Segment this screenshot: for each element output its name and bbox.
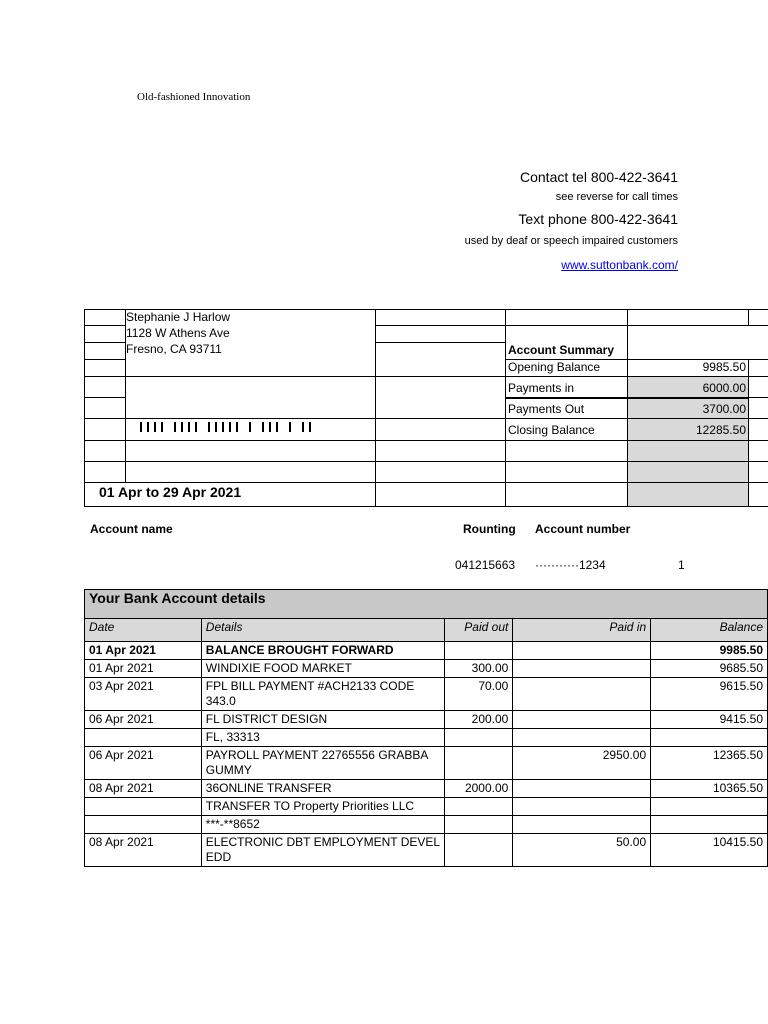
col-header-details: Details xyxy=(201,619,445,642)
grid-cell xyxy=(375,342,506,377)
cell-details: PAYROLL PAYMENT 22765556 GRABBA GUMMY xyxy=(201,747,445,780)
contact-tel: Contact tel 800-422-3641 xyxy=(520,169,678,185)
grid-cell xyxy=(125,461,376,483)
cell-paid-in xyxy=(513,660,651,678)
table-row xyxy=(85,642,768,660)
cell-details: FL DISTRICT DESIGN xyxy=(201,711,445,729)
cell-paid-in: 2950.00 xyxy=(513,747,651,780)
grid-cell xyxy=(505,461,628,483)
grid-cell xyxy=(375,461,506,483)
grid-cell xyxy=(748,359,768,377)
cell-paid-out xyxy=(445,747,513,780)
cell-paid-out xyxy=(445,642,513,660)
grid-cell xyxy=(375,418,506,441)
grid-cell xyxy=(375,376,506,419)
grid-cell xyxy=(125,376,376,419)
grid-cell xyxy=(748,309,768,326)
cell-date xyxy=(85,816,202,834)
table-row xyxy=(85,729,768,747)
cell-details: FL, 33313 xyxy=(201,729,445,747)
text-phone: Text phone 800-422-3641 xyxy=(518,211,678,227)
cell-balance: 9415.50 xyxy=(651,711,768,729)
cell-date xyxy=(85,729,202,747)
grid-cell xyxy=(84,325,126,343)
grid-cell xyxy=(627,440,749,462)
sheet-number: 1 xyxy=(678,558,685,572)
grid-cell xyxy=(84,309,126,326)
bank-tagline: Old-fashioned Innovation xyxy=(137,91,251,103)
statement-period: 01 Apr to 29 Apr 2021 xyxy=(99,484,242,500)
cell-balance xyxy=(651,729,768,747)
table-row xyxy=(85,747,768,780)
grid-cell xyxy=(84,418,126,441)
cell-date: 01 Apr 2021 xyxy=(85,660,202,678)
cell-paid-in xyxy=(513,678,651,711)
col-header-balance: Balance xyxy=(651,619,768,642)
account-number: ···········1234 xyxy=(535,558,606,572)
cell-paid-out xyxy=(445,729,513,747)
cell-date: 01 Apr 2021 xyxy=(85,642,202,660)
grid-cell xyxy=(748,397,768,419)
cell-paid-out: 70.00 xyxy=(445,678,513,711)
cell-details: TRANSFER TO Property Priorities LLC xyxy=(201,798,445,816)
cell-paid-out: 200.00 xyxy=(445,711,513,729)
grid-cell xyxy=(748,440,768,462)
grid-cell xyxy=(125,440,376,462)
grid-cell xyxy=(84,342,126,360)
col-header-paid-out: Paid out xyxy=(445,619,513,642)
cell-balance: 10365.50 xyxy=(651,780,768,798)
cell-balance: 9615.50 xyxy=(651,678,768,711)
cell-paid-in: 50.00 xyxy=(513,834,651,867)
grid-cell xyxy=(505,309,628,326)
grid-cell xyxy=(627,461,749,483)
grid-cell xyxy=(505,482,628,507)
summary-value-payments-in: 6000.00 xyxy=(627,376,749,398)
cell-paid-out xyxy=(445,816,513,834)
table-row xyxy=(85,678,768,711)
grid-cell xyxy=(627,482,749,507)
account-details-table xyxy=(84,589,768,867)
text-phone-note: used by deaf or speech impaired customers xyxy=(464,235,678,247)
col-header-paid-in: Paid in xyxy=(513,619,651,642)
cell-balance: 12365.50 xyxy=(651,747,768,780)
cell-balance: 9685.50 xyxy=(651,660,768,678)
grid-cell xyxy=(84,461,126,483)
cell-paid-in xyxy=(513,711,651,729)
cell-date: 06 Apr 2021 xyxy=(85,711,202,729)
grid-cell xyxy=(627,325,768,360)
cell-balance: 9985.50 xyxy=(651,642,768,660)
cell-paid-in xyxy=(513,798,651,816)
cell-balance: 10415.50 xyxy=(651,834,768,867)
customer-city: Fresno, CA 93711 xyxy=(126,342,222,356)
summary-label-opening: Opening Balance xyxy=(505,359,628,377)
cell-balance xyxy=(651,816,768,834)
grid-cell xyxy=(84,376,126,398)
grid-cell xyxy=(505,440,628,462)
grid-cell xyxy=(375,440,506,462)
cell-details: 36ONLINE TRANSFER xyxy=(201,780,445,798)
account-name-label: Account name xyxy=(90,522,173,536)
grid-cell xyxy=(84,359,126,377)
customer-name: Stephanie J Harlow xyxy=(126,310,231,324)
cell-paid-out: 2000.00 xyxy=(445,780,513,798)
grid-cell xyxy=(84,397,126,419)
cell-date: 08 Apr 2021 xyxy=(85,834,202,867)
grid-cell xyxy=(748,482,768,507)
grid-cell xyxy=(748,418,768,441)
grid-cell xyxy=(84,440,126,462)
grid-cell xyxy=(627,309,749,326)
account-summary-title: Account Summary xyxy=(508,343,615,357)
grid-cell xyxy=(375,309,506,326)
details-title-row xyxy=(85,590,768,619)
grid-cell xyxy=(748,376,768,398)
cell-paid-in xyxy=(513,642,651,660)
cell-date: 03 Apr 2021 xyxy=(85,678,202,711)
cell-date: 06 Apr 2021 xyxy=(85,747,202,780)
cell-paid-out xyxy=(445,798,513,816)
cell-details: ELECTRONIC DBT EMPLOYMENT DEVEL EDD xyxy=(201,834,445,867)
summary-value-payments-out: 3700.00 xyxy=(627,397,749,419)
col-header-date: Date xyxy=(85,619,202,642)
cell-details: BALANCE BROUGHT FORWARD xyxy=(201,642,445,660)
cell-details: FPL BILL PAYMENT #ACH2133 CODE 343.0 xyxy=(201,678,445,711)
table-row xyxy=(85,711,768,729)
bank-website-link[interactable]: www.suttonbank.com/ xyxy=(561,258,678,272)
cell-paid-out xyxy=(445,834,513,867)
table-row xyxy=(85,834,768,867)
routing-number: 041215663 xyxy=(455,558,516,572)
summary-label-payments-out: Payments Out xyxy=(505,397,628,419)
contact-tel-note: see reverse for call times xyxy=(555,191,678,203)
cell-paid-in xyxy=(513,780,651,798)
table-row xyxy=(85,780,768,798)
cell-paid-in xyxy=(513,816,651,834)
summary-label-closing: Closing Balance xyxy=(505,418,628,441)
table-row xyxy=(85,816,768,834)
grid-cell xyxy=(748,461,768,483)
summary-label-payments-in: Payments in xyxy=(505,376,628,398)
summary-divider xyxy=(505,397,749,399)
cell-details: WINDIXIE FOOD MARKET xyxy=(201,660,445,678)
cell-paid-in xyxy=(513,729,651,747)
cell-details: ***-**8652 xyxy=(201,816,445,834)
customer-street: 1128 W Athens Ave xyxy=(126,326,230,340)
summary-value-opening: 9985.50 xyxy=(627,359,749,377)
cell-date: 08 Apr 2021 xyxy=(85,780,202,798)
routing-label: Rounting xyxy=(463,522,516,536)
table-row xyxy=(85,660,768,678)
grid-cell xyxy=(375,482,506,507)
account-number-label: Account number xyxy=(535,522,631,536)
details-title: Your Bank Account details xyxy=(85,590,768,619)
cell-balance xyxy=(651,798,768,816)
summary-value-closing: 12285.50 xyxy=(627,418,749,441)
table-row xyxy=(85,798,768,816)
details-header-row xyxy=(85,619,768,642)
cell-date xyxy=(85,798,202,816)
grid-cell xyxy=(375,325,506,343)
cell-paid-out: 300.00 xyxy=(445,660,513,678)
postal-barcode xyxy=(140,422,316,432)
